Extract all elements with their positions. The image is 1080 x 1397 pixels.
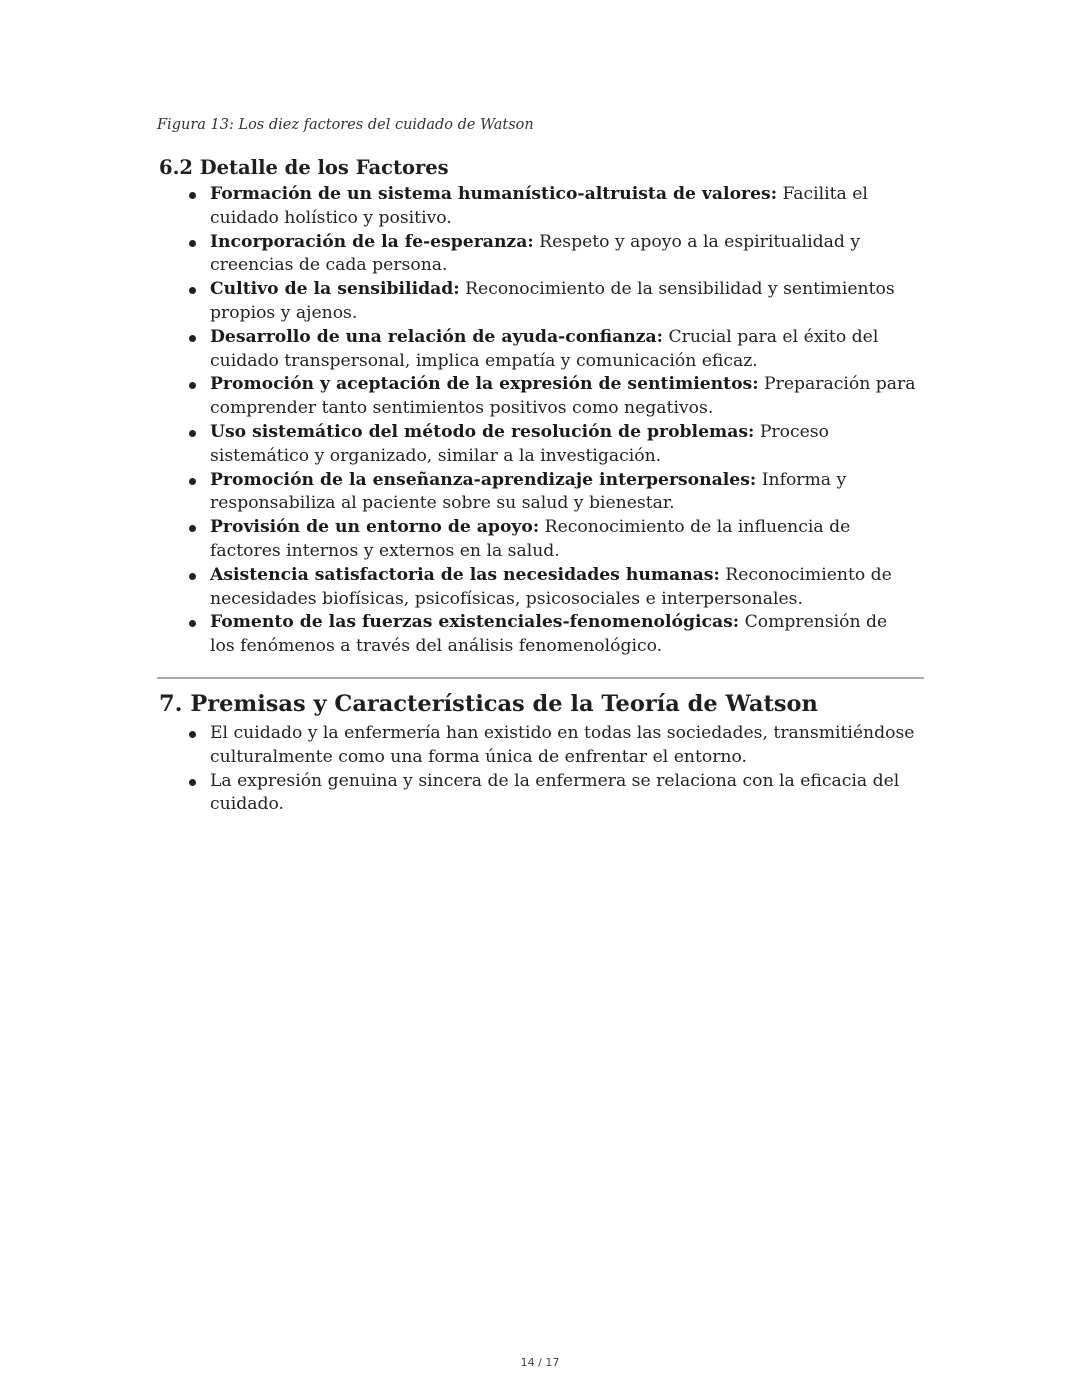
bullet-icon <box>189 525 196 532</box>
factor-term: Promoción de la enseñanza-aprendizaje interpersonales: <box>210 469 757 490</box>
section-6-2-heading: 6.2 Detalle de los Factores <box>159 156 449 179</box>
premises-list <box>157 722 917 817</box>
list-item <box>157 564 917 612</box>
factor-description: Crucial para el éxito del cuidado transpersonal, implica empatía y comunicación eficaz. <box>210 326 879 371</box>
factor-description: Reconocimiento de necesidades biofísicas, psicofísicas, psicosociales e interpersonales. <box>210 564 892 609</box>
bullet-icon <box>189 240 196 247</box>
factor-term: Desarrollo de una relación de ayuda-confianza: <box>210 326 664 347</box>
factor-description: Preparación para comprender tanto sentimientos positivos como negativos. <box>210 374 916 419</box>
figure-caption: Figura 13: Los diez factores del cuidado de Watson <box>157 117 534 133</box>
bullet-icon <box>189 731 196 738</box>
bullet-icon <box>189 430 196 437</box>
list-item <box>157 421 917 469</box>
factor-description: Facilita el cuidado holístico y positivo. <box>210 184 868 228</box>
factor-description: Proceso sistemático y organizado, similar a la investigación. <box>210 421 829 466</box>
factor-description: Reconocimiento de la influencia de factores internos y externos en la salud. <box>210 517 851 561</box>
factor-term: Formación de un sistema humanístico-altruista de valores: <box>210 184 778 204</box>
factor-description: Respeto y apoyo a la espiritualidad y creencias de cada persona. <box>210 231 861 276</box>
list-item <box>157 278 917 326</box>
list-item <box>157 326 917 374</box>
factor-term: Asistencia satisfactoria de las necesidades humanas: <box>210 564 720 585</box>
list-item <box>157 231 917 279</box>
bullet-icon <box>189 287 196 294</box>
bullet-icon <box>189 779 196 786</box>
list-item <box>157 611 917 659</box>
list-item <box>157 722 917 770</box>
page-number: 14 / 17 <box>520 1356 560 1369</box>
bullet-icon <box>189 192 196 199</box>
factor-description: Reconocimiento de la sensibilidad y sentimientos propios y ajenos. <box>210 279 895 323</box>
factor-term: Promoción y aceptación de la expresión de sentimientos: <box>210 374 759 395</box>
factor-description: Comprensión de los fenómenos a través del análisis fenomenológico. <box>210 612 888 657</box>
factor-term: Incorporación de la fe-esperanza: <box>210 231 534 252</box>
bullet-icon <box>189 382 196 389</box>
list-item <box>157 373 917 421</box>
list-item <box>157 770 917 818</box>
factors-list <box>157 183 917 659</box>
factor-term: Cultivo de la sensibilidad: <box>210 279 460 300</box>
factor-description: Informa y responsabiliza al paciente sobre su salud y bienestar. <box>210 469 847 514</box>
bullet-icon <box>189 478 196 485</box>
factor-term: Fomento de las fuerzas existenciales-fenomenológicas: <box>210 612 740 633</box>
premise-text: El cuidado y la enfermería han existido en todas las sociedades, transmitiéndose culturalmente como una forma única de enfrentar el entorno. <box>210 723 915 767</box>
factor-term: Uso sistemático del método de resolución de problemas: <box>210 421 755 442</box>
list-item <box>157 516 917 564</box>
list-item <box>157 469 917 517</box>
section-7-heading: 7. Premisas y Características de la Teoría de Watson <box>159 691 818 717</box>
horizontal-divider <box>157 677 924 679</box>
list-item <box>157 183 917 231</box>
factor-term: Provisión de un entorno de apoyo: <box>210 517 540 538</box>
bullet-icon <box>189 335 196 342</box>
bullet-icon <box>189 620 196 627</box>
premise-text: La expresión genuina y sincera de la enfermera se relaciona con la eficacia del cuidado. <box>210 770 900 815</box>
bullet-icon <box>189 573 196 580</box>
